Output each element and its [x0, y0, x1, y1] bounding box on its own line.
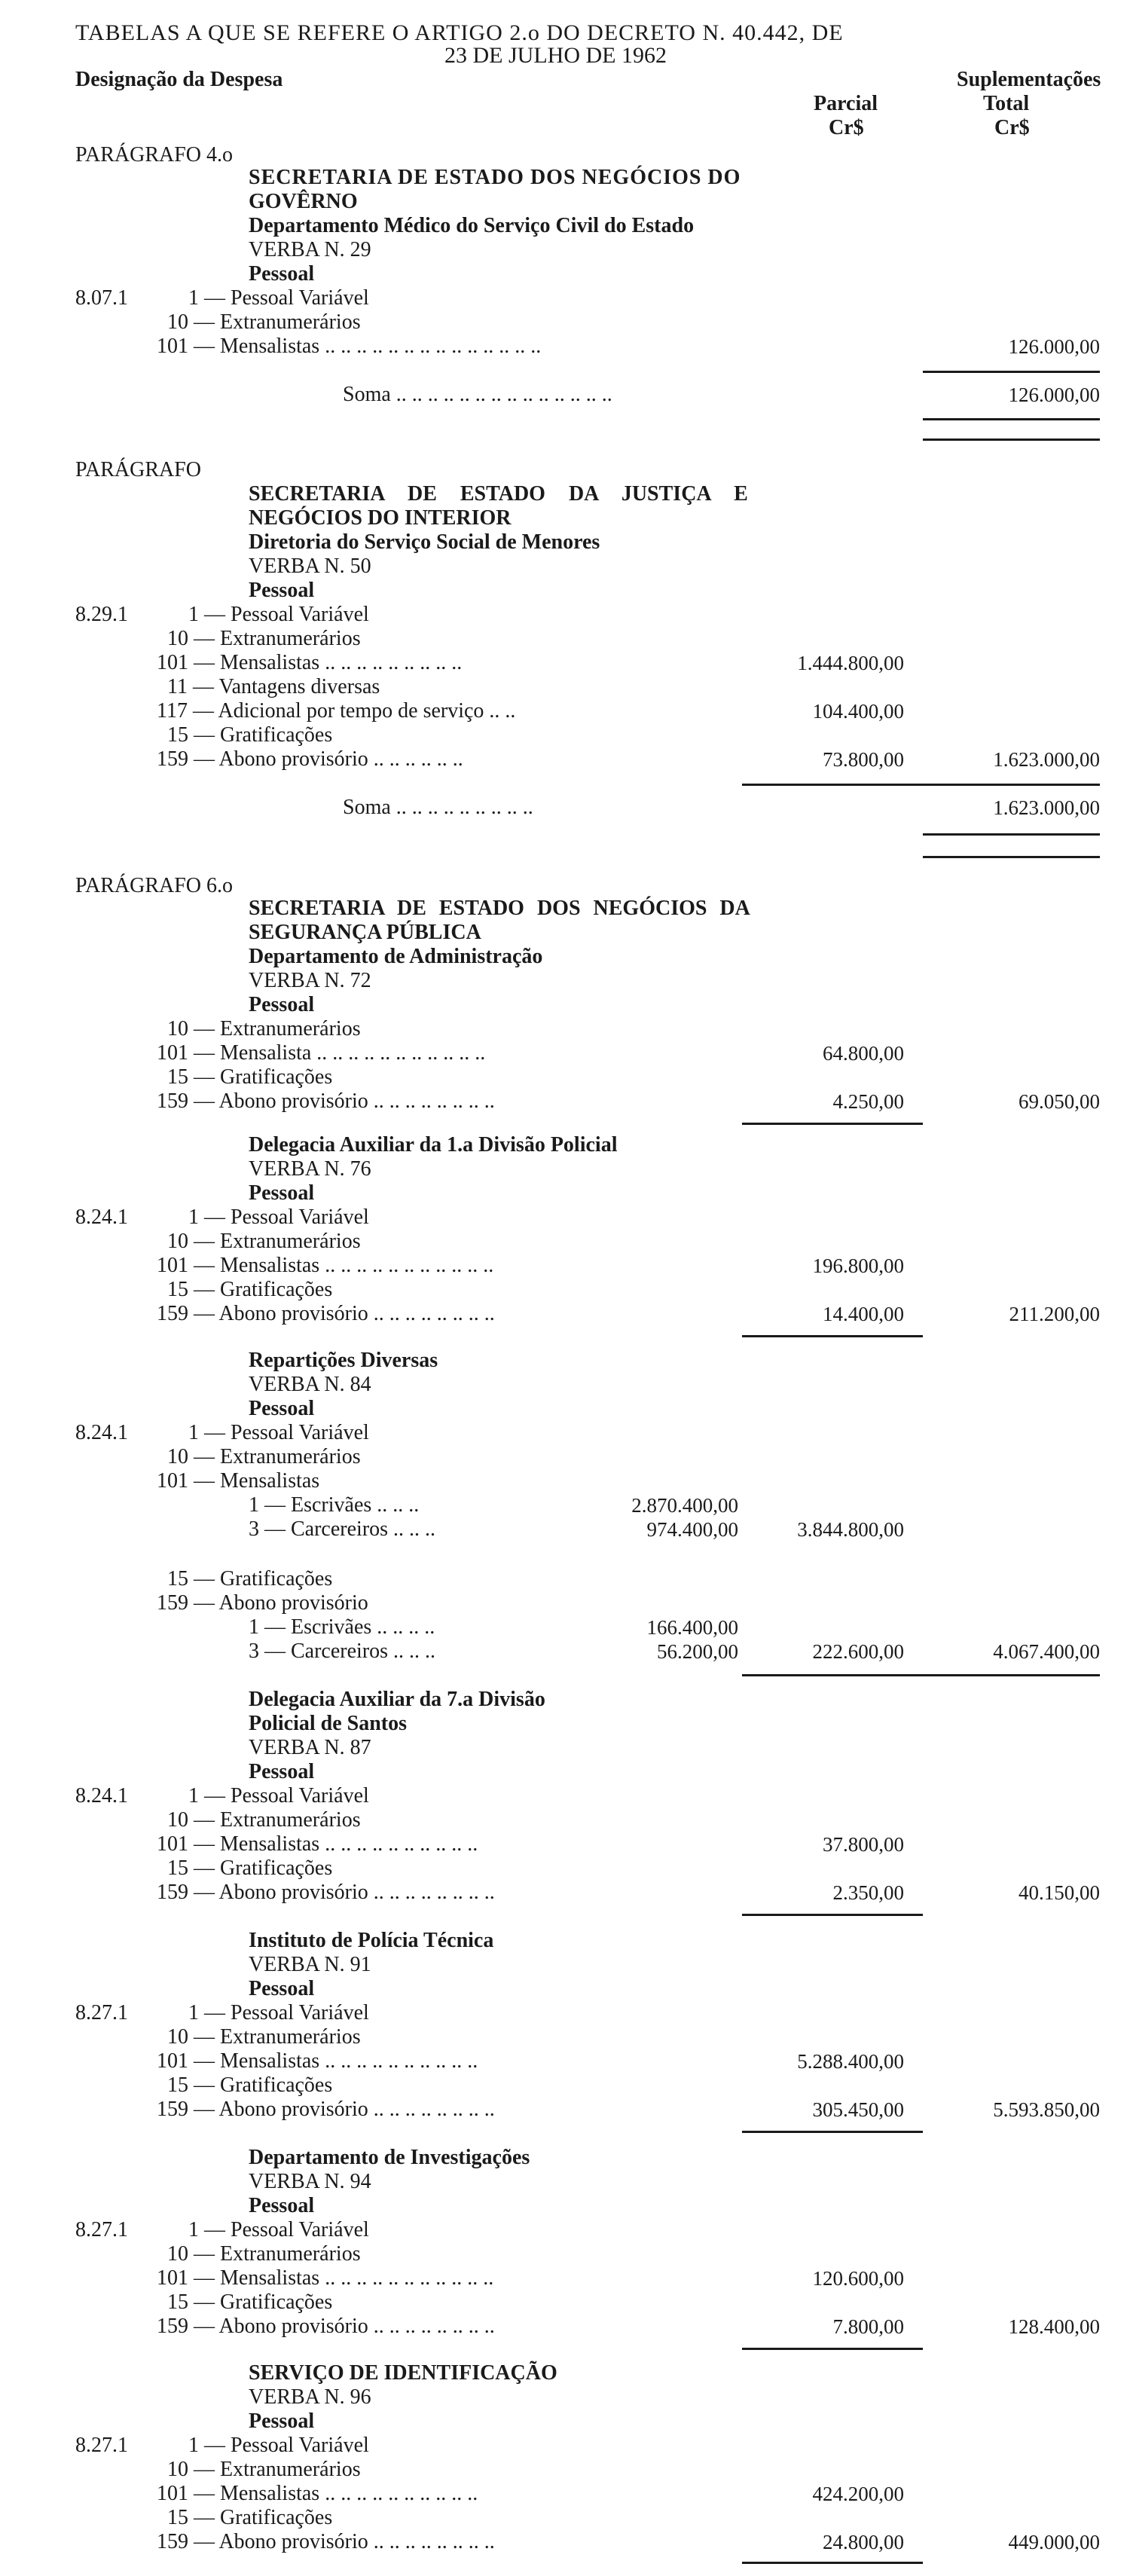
p6-c-item-4: 15 — Gratificações — [167, 1567, 333, 1591]
p6-c-sub-1-value: 2.870.400,00 — [631, 1494, 738, 1517]
p6-f-departamento: Departamento de Investigações — [249, 2146, 530, 2169]
rule — [923, 784, 1100, 786]
p5-item-4: 11 — Vantagens diversas — [167, 675, 380, 698]
rule — [923, 856, 1100, 858]
p6-e-item-4: 15 — Gratificações — [167, 2073, 333, 2097]
p6-f-code: 8.27.1 — [75, 2218, 128, 2241]
p6-e-code: 8.27.1 — [75, 2001, 128, 2024]
p4-code: 8.07.1 — [75, 286, 128, 310]
p6-secretaria-1: SECRETARIA DE ESTADO DOS NEGÓCIOS DA — [249, 897, 750, 920]
col-total: Total — [983, 92, 1030, 115]
p6-f-item-3: 101 — Mensalistas .. .. .. .. .. .. .. .. .. .. .. — [157, 2266, 494, 2290]
p6-a-item-2: 101 — Mensalista .. .. .. .. .. .. .. .. .. .. .. — [157, 1041, 486, 1065]
p6-g-item-3: 101 — Mensalistas .. .. .. .. .. .. .. .. .. .. — [157, 2482, 478, 2505]
p6-a-item-1: 10 — Extranumerários — [167, 1017, 361, 1040]
p5-item-7-total: 1.623.000,00 — [993, 748, 1100, 771]
p6-c-sub-1: 1 — Escrivães .. .. .. — [249, 1493, 420, 1517]
p6-g-item-1: 1 — Pessoal Variável — [188, 2434, 369, 2457]
col-designacao: Designação da Despesa — [75, 68, 283, 91]
p6-e-item-5-parcial: 305.450,00 — [812, 2098, 904, 2121]
p5-secretaria-2: NEGÓCIOS DO INTERIOR — [249, 506, 512, 530]
rule — [742, 1674, 923, 1676]
rule — [742, 2562, 923, 2564]
p6-e-item-1: 1 — Pessoal Variável — [188, 2001, 369, 2024]
col-total-unit: Cr$ — [994, 116, 1030, 139]
p6-g-pessoal: Pessoal — [249, 2409, 315, 2433]
p6-a-item-4-total: 69.050,00 — [1019, 1090, 1100, 1113]
p6-c-sub-3: 1 — Escrivães .. .. .. .. — [249, 1615, 435, 1639]
p6-c-departamento: Repartições Diversas — [249, 1349, 438, 1372]
p5-item-5: 117 — Adicional por tempo de serviço .. .. — [157, 699, 516, 723]
p6-d-item-5: 159 — Abono provisório .. .. .. .. .. .. .. .. — [157, 1881, 495, 1904]
p5-item-2: 10 — Extranumerários — [167, 627, 361, 650]
paragrafo-6: PARÁGRAFO 6.o — [75, 874, 234, 897]
p6-b-item-5-parcial: 14.400,00 — [823, 1303, 904, 1325]
p6-e-item-2: 10 — Extranumerários — [167, 2025, 361, 2049]
p6-c-sub-4-value: 56.200,00 — [657, 1640, 738, 1663]
p6-g-item-3-parcial: 424.200,00 — [812, 2483, 904, 2505]
rule — [742, 1335, 923, 1337]
p6-b-code: 8.24.1 — [75, 1205, 128, 1229]
p6-g-verba: VERBA N. 96 — [249, 2385, 371, 2409]
p6-e-item-5: 159 — Abono provisório .. .. .. .. .. .. .. .. — [157, 2098, 495, 2121]
p5-item-6: 15 — Gratificações — [167, 723, 333, 747]
p6-d-item-3-parcial: 37.800,00 — [823, 1833, 904, 1856]
p5-item-3: 101 — Mensalistas .. .. .. .. .. .. .. .. .. — [157, 651, 463, 674]
p6-b-item-4: 15 — Gratificações — [167, 1278, 333, 1301]
p5-item-1: 1 — Pessoal Variável — [188, 603, 369, 626]
p6-b-departamento: Delegacia Auxiliar da 1.a Divisão Policial — [249, 1133, 618, 1157]
p6-f-item-5: 159 — Abono provisório .. .. .. .. .. .. .. .. — [157, 2315, 495, 2338]
p6-b-verba: VERBA N. 76 — [249, 1157, 371, 1181]
p6-d-pessoal: Pessoal — [249, 1760, 315, 1783]
p6-g-item-5: 159 — Abono provisório .. .. .. .. .. .. .. .. — [157, 2530, 495, 2553]
p6-e-item-3: 101 — Mensalistas .. .. .. .. .. .. .. .. .. .. — [157, 2049, 478, 2073]
p6-e-item-3-parcial: 5.288.400,00 — [797, 2050, 904, 2073]
p6-g-item-4: 15 — Gratificações — [167, 2506, 333, 2529]
p6-g-code: 8.27.1 — [75, 2434, 128, 2457]
rule — [923, 439, 1100, 441]
title-line-1: TABELAS A QUE SE REFERE O ARTIGO 2.o DO DECRETO N. 40.442, DE — [75, 20, 844, 45]
p5-secretaria-1: SECRETARIA DE ESTADO DA JUSTIÇA E — [249, 482, 748, 506]
p6-g-item-2: 10 — Extranumerários — [167, 2458, 361, 2481]
p4-verba: VERBA N. 29 — [249, 238, 371, 261]
title-line-2: 23 DE JULHO DE 1962 — [444, 43, 667, 68]
p6-b-item-3: 101 — Mensalistas .. .. .. .. .. .. .. .. .. .. .. — [157, 1254, 494, 1277]
p6-c-sub-2: 3 — Carcereiros .. .. .. — [249, 1517, 436, 1541]
p6-d-item-5-parcial: 2.350,00 — [832, 1881, 904, 1904]
p4-soma-label: Soma .. .. .. .. .. .. .. .. .. .. .. .. .. .. — [343, 383, 612, 406]
p6-c-item-3: 101 — Mensalistas — [157, 1469, 320, 1493]
p6-b-pessoal: Pessoal — [249, 1181, 315, 1205]
p5-soma-total: 1.623.000,00 — [993, 796, 1100, 819]
p4-item-2: 10 — Extranumerários — [167, 310, 361, 334]
p6-d-item-3: 101 — Mensalistas .. .. .. .. .. .. .. .. .. .. — [157, 1832, 478, 1856]
p6-f-item-5-total: 128.400,00 — [1008, 2315, 1100, 2338]
p6-f-item-5-parcial: 7.800,00 — [832, 2315, 904, 2338]
p6-e-verba: VERBA N. 91 — [249, 1953, 371, 1976]
p6-c-code: 8.24.1 — [75, 1421, 128, 1444]
p4-pessoal: Pessoal — [249, 262, 315, 286]
p6-f-item-1: 1 — Pessoal Variável — [188, 2218, 369, 2241]
p6-a-item-3: 15 — Gratificações — [167, 1065, 333, 1089]
p6-d-item-5-total: 40.150,00 — [1019, 1881, 1100, 1904]
p6-secretaria-2: SEGURANÇA PÚBLICA — [249, 921, 481, 944]
p6-f-pessoal: Pessoal — [249, 2194, 315, 2217]
rule — [923, 418, 1100, 420]
p6-f-item-4: 15 — Gratificações — [167, 2290, 333, 2314]
p6-a-item-2-parcial: 64.800,00 — [823, 1042, 904, 1065]
p5-code: 8.29.1 — [75, 603, 128, 626]
p6-a-item-4: 159 — Abono provisório .. .. .. .. .. .. .. .. — [157, 1089, 495, 1113]
p6-a-verba: VERBA N. 72 — [249, 969, 371, 992]
p4-secretaria-1: SECRETARIA DE ESTADO DOS NEGÓCIOS DO — [249, 166, 741, 189]
rule — [742, 784, 923, 786]
p6-c-sub-4: 3 — Carcereiros .. .. .. — [249, 1639, 436, 1663]
p6-f-verba: VERBA N. 94 — [249, 2170, 371, 2193]
p4-item-1: 1 — Pessoal Variável — [188, 286, 369, 310]
p4-item-3: 101 — Mensalistas .. .. .. .. .. .. .. .. .. .. .. .. .. .. — [157, 335, 542, 358]
rule — [923, 1674, 1100, 1676]
paragrafo-5: PARÁGRAFO — [75, 458, 202, 481]
p6-b-item-5: 159 — Abono provisório .. .. .. .. .. .. .. .. — [157, 1302, 495, 1325]
p6-d-item-4: 15 — Gratificações — [167, 1856, 333, 1880]
rule — [742, 2131, 923, 2133]
p6-c-item-2: 10 — Extranumerários — [167, 1445, 361, 1468]
paragrafo-4: PARÁGRAFO 4.o — [75, 143, 234, 167]
p4-departamento: Departamento Médico do Serviço Civil do Estado — [249, 214, 695, 237]
p5-item-7: 159 — Abono provisório .. .. .. .. .. .. — [157, 747, 463, 771]
p5-item-5-parcial: 104.400,00 — [812, 700, 904, 723]
p6-c-sub-2-value: 974.400,00 — [646, 1518, 738, 1541]
p6-b-item-3-parcial: 196.800,00 — [812, 1254, 904, 1277]
p6-d-departamento-1: Delegacia Auxiliar da 7.a Divisão — [249, 1688, 545, 1711]
p6-d-verba: VERBA N. 87 — [249, 1736, 371, 1759]
p6-c-verba: VERBA N. 84 — [249, 1373, 371, 1396]
p6-d-departamento-2: Policial de Santos — [249, 1712, 408, 1735]
p6-c-item-3-parcial: 3.844.800,00 — [797, 1518, 904, 1541]
p6-g-departamento: SERVIÇO DE IDENTIFICAÇÃO — [249, 2361, 557, 2385]
p6-b-item-1: 1 — Pessoal Variável — [188, 1205, 369, 1229]
p6-e-item-5-total: 5.593.850,00 — [993, 2098, 1100, 2121]
p5-verba: VERBA N. 50 — [249, 555, 371, 578]
p6-b-item-2: 10 — Extranumerários — [167, 1230, 361, 1253]
p6-e-departamento: Instituto de Polícia Técnica — [249, 1929, 494, 1952]
p5-item-7-parcial: 73.800,00 — [823, 748, 904, 771]
col-parcial: Parcial — [814, 92, 878, 115]
col-parcial-unit: Cr$ — [829, 116, 864, 139]
p4-item-3-total: 126.000,00 — [1008, 335, 1100, 358]
p6-c-sub-3-value: 166.400,00 — [646, 1616, 738, 1639]
rule — [923, 833, 1100, 836]
p6-b-item-5-total: 211.200,00 — [1009, 1303, 1100, 1325]
p6-c-item-1: 1 — Pessoal Variável — [188, 1421, 369, 1444]
p5-soma-label: Soma .. .. .. .. .. .. .. .. .. — [343, 796, 533, 819]
p6-d-code: 8.24.1 — [75, 1784, 128, 1807]
p6-c-item-5-total: 4.067.400,00 — [993, 1640, 1100, 1663]
p6-f-item-3-parcial: 120.600,00 — [812, 2267, 904, 2290]
p6-a-pessoal: Pessoal — [249, 993, 315, 1016]
rule — [742, 1123, 923, 1125]
p6-f-item-2: 10 — Extranumerários — [167, 2242, 361, 2266]
p5-departamento: Diretoria do Serviço Social de Menores — [249, 530, 600, 554]
p5-item-3-parcial: 1.444.800,00 — [797, 652, 904, 674]
col-suplementacoes: Suplementações — [957, 68, 1101, 91]
p6-c-pessoal: Pessoal — [249, 1397, 315, 1420]
rule — [742, 2348, 923, 2350]
p6-c-item-5-parcial: 222.600,00 — [812, 1640, 904, 1663]
p4-soma-total: 126.000,00 — [1008, 383, 1100, 406]
p6-a-item-4-parcial: 4.250,00 — [832, 1090, 904, 1113]
rule — [742, 1914, 923, 1916]
p6-g-item-5-total: 449.000,00 — [1008, 2531, 1100, 2553]
p5-pessoal: Pessoal — [249, 579, 315, 602]
p6-c-item-5: 159 — Abono provisório — [157, 1591, 368, 1615]
rule — [923, 371, 1100, 373]
p4-secretaria-2: GOVÊRNO — [249, 190, 358, 213]
p6-a-departamento: Departamento de Administração — [249, 945, 543, 968]
p6-e-pessoal: Pessoal — [249, 1977, 315, 2000]
p6-d-item-2: 10 — Extranumerários — [167, 1808, 361, 1832]
p6-d-item-1: 1 — Pessoal Variável — [188, 1784, 369, 1807]
p6-g-item-5-parcial: 24.800,00 — [823, 2531, 904, 2553]
